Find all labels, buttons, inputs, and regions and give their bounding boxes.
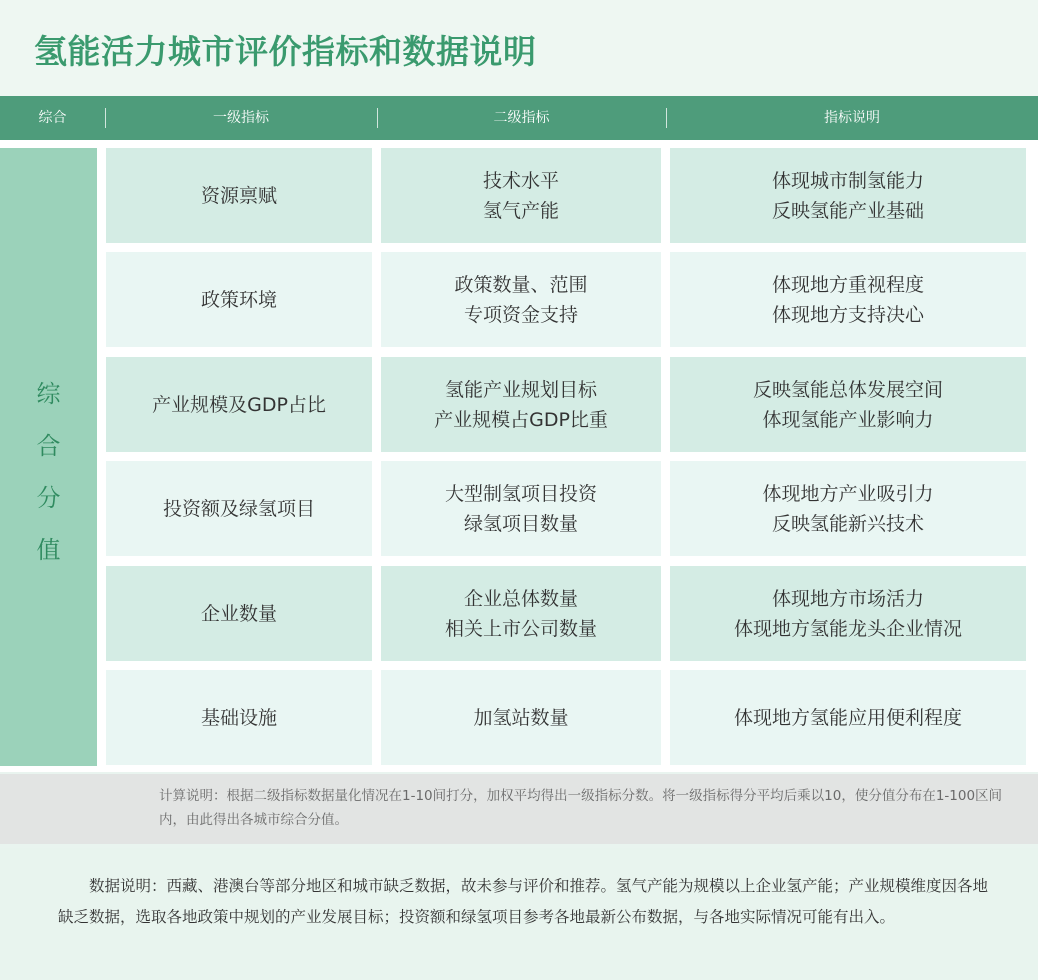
table-row-primary (106, 357, 372, 452)
table-row-primary (106, 148, 372, 243)
indicator-description: 体现地方氢能龙头企业情况 (733, 617, 962, 640)
primary-indicator: 产业规模及GDP占比 (152, 393, 326, 416)
indicator-description: 体现地方重视程度 (771, 273, 924, 296)
primary-indicator: 投资额及绿氢项目 (162, 497, 315, 520)
calculation-note: 计算说明：根据二级指标数据量化情况在1-10间打分，加权平均得出一级指标分数。将一级指标得分平均后乘以10，使分值分布在1-100区间内，由此得出各城市综合分值。 (159, 788, 1003, 828)
header-col-primary: 一级指标 (213, 110, 269, 126)
secondary-indicator: 产业规模占GDP比重 (434, 408, 608, 431)
indicator-description: 体现地方支持决心 (771, 303, 924, 326)
side-char: 值 (36, 536, 61, 564)
indicator-description: 体现氢能产业影响力 (762, 408, 934, 431)
primary-indicator: 企业数量 (200, 602, 277, 625)
primary-indicator: 基础设施 (200, 706, 277, 729)
header-col-secondary: 二级指标 (493, 110, 550, 126)
indicator-description: 体现城市制氢能力 (771, 169, 924, 192)
primary-indicator: 资源禀赋 (200, 184, 277, 207)
indicator-description: 反映氢能新兴技术 (771, 512, 924, 535)
secondary-indicator: 绿氢项目数量 (463, 512, 578, 535)
overall-score-label (0, 368, 97, 576)
header-col-description: 指标说明 (824, 110, 880, 126)
table-row-secondary (381, 252, 661, 347)
secondary-indicator: 氢气产能 (482, 199, 559, 222)
secondary-indicator: 企业总体数量 (463, 587, 578, 610)
indicator-description: 反映氢能总体发展空间 (752, 378, 943, 401)
primary-indicator: 政策环境 (200, 288, 277, 311)
side-char: 合 (36, 432, 61, 460)
secondary-indicator: 相关上市公司数量 (444, 617, 597, 640)
indicator-description: 体现地方氢能应用便利程度 (733, 706, 962, 729)
table-header (0, 96, 1038, 140)
table-row-description (670, 252, 1026, 347)
side-char: 综 (36, 380, 61, 408)
secondary-indicator: 大型制氢项目投资 (444, 482, 597, 505)
table-row-primary (106, 670, 372, 765)
secondary-indicator: 加氢站数量 (473, 706, 569, 729)
table-row-secondary (381, 461, 661, 556)
data-note: 数据说明：西藏、港澳台等部分地区和城市缺乏数据，故未参与评价和推荐。氢气产能为规模以上企业氢产能；产业规模维度因各地缺乏数据，选取各地政策中规划的产业发展目标；投资额和绿氢项目参考各地最新公布数据，与各地实际情况可能有出入。 (58, 877, 989, 926)
secondary-indicator: 氢能产业规划目标 (444, 378, 597, 401)
indicator-description: 反映氢能产业基础 (771, 199, 924, 222)
table-row-secondary (381, 357, 661, 452)
indicator-description: 体现地方产业吸引力 (762, 482, 934, 505)
secondary-indicator: 专项资金支持 (463, 303, 578, 326)
table-row-description (670, 670, 1026, 765)
table-row-description (670, 566, 1026, 661)
table-row-secondary (381, 670, 661, 765)
table-row-description (670, 461, 1026, 556)
side-char: 分 (36, 484, 61, 512)
page-title: 氢能活力城市评价指标和数据说明 (34, 32, 537, 71)
table-row-primary (106, 566, 372, 661)
secondary-indicator: 政策数量、范围 (454, 273, 588, 296)
table-row-description (670, 148, 1026, 243)
table-row-primary (106, 461, 372, 556)
table-row-description (670, 357, 1026, 452)
secondary-indicator: 技术水平 (482, 169, 559, 192)
table-row-secondary (381, 148, 661, 243)
indicator-description: 体现地方市场活力 (771, 587, 924, 610)
header-col-overall: 综合 (38, 110, 67, 126)
table-row-primary (106, 252, 372, 347)
table-row-secondary (381, 566, 661, 661)
